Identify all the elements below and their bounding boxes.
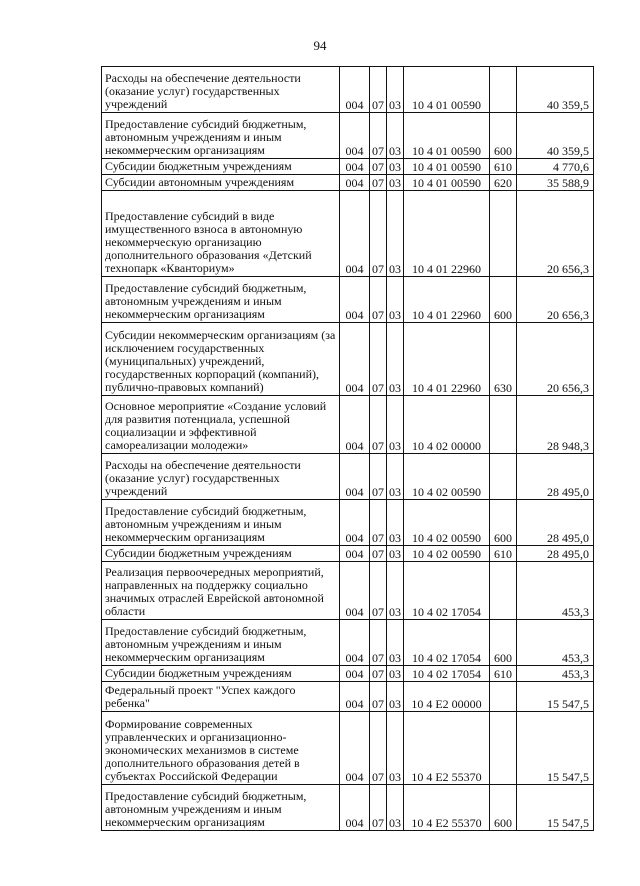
section-code: 07: [370, 454, 387, 500]
amount: 28 948,3: [517, 396, 594, 454]
amount: 15 547,5: [517, 785, 594, 831]
target-article-code: 10 4 01 22960: [404, 191, 490, 277]
table-row: [102, 666, 594, 682]
target-article-code: 10 4 01 00590: [404, 67, 490, 113]
table-row: [102, 159, 594, 175]
target-article-code: 10 4 02 00590: [404, 500, 490, 546]
subsection-code: 03: [387, 454, 404, 500]
item-name: Субсидии бюджетным учреждениям: [102, 546, 340, 562]
amount: 20 656,3: [517, 277, 594, 323]
expense-type-code: 600: [490, 277, 517, 323]
target-article-code: 10 4 02 00000: [404, 396, 490, 454]
target-article-code: 10 4 02 00590: [404, 454, 490, 500]
section-code: 07: [370, 67, 387, 113]
table-row: [102, 67, 594, 113]
subsection-code: 03: [387, 113, 404, 159]
subsection-code: 03: [387, 323, 404, 396]
target-article-code: 10 4 01 00590: [404, 113, 490, 159]
item-name: Расходы на обеспечение деятельности (оказание услуг) государственных учреждений: [102, 67, 340, 113]
amount: 453,3: [517, 562, 594, 620]
expense-type-code: [490, 682, 517, 712]
amount: 453,3: [517, 620, 594, 666]
amount: 40 359,5: [517, 113, 594, 159]
section-code: 07: [370, 159, 387, 175]
dept-code: 004: [340, 546, 370, 562]
table-row: [102, 712, 594, 785]
section-code: 07: [370, 712, 387, 785]
subsection-code: 03: [387, 712, 404, 785]
dept-code: 004: [340, 277, 370, 323]
amount: 15 547,5: [517, 682, 594, 712]
target-article-code: 10 4 02 17054: [404, 620, 490, 666]
item-name: Реализация первоочередных мероприятий, направленных на поддержку социально значимых отраслей Еврейской автономной области: [102, 562, 340, 620]
dept-code: 004: [340, 113, 370, 159]
table-row: [102, 785, 594, 831]
amount: 15 547,5: [517, 712, 594, 785]
dept-code: 004: [340, 175, 370, 191]
table-row: [102, 191, 594, 277]
subsection-code: 03: [387, 191, 404, 277]
table-row: [102, 500, 594, 546]
expense-type-code: 600: [490, 620, 517, 666]
section-code: 07: [370, 785, 387, 831]
subsection-code: 03: [387, 546, 404, 562]
target-article-code: 10 4 E2 55370: [404, 785, 490, 831]
target-article-code: 10 4 01 00590: [404, 175, 490, 191]
table-row: [102, 277, 594, 323]
amount: 35 588,9: [517, 175, 594, 191]
subsection-code: 03: [387, 159, 404, 175]
budget-table: [101, 66, 594, 831]
section-code: 07: [370, 175, 387, 191]
subsection-code: 03: [387, 620, 404, 666]
table-row: [102, 546, 594, 562]
item-name: Основное мероприятие «Создание условий для развития потенциала, успешной социализации и эффективной самореализации молодежи»: [102, 396, 340, 454]
dept-code: 004: [340, 712, 370, 785]
subsection-code: 03: [387, 682, 404, 712]
amount: 28 495,0: [517, 500, 594, 546]
section-code: 07: [370, 191, 387, 277]
target-article-code: 10 4 02 00590: [404, 546, 490, 562]
expense-type-code: 600: [490, 785, 517, 831]
section-code: 07: [370, 682, 387, 712]
section-code: 07: [370, 666, 387, 682]
expense-type-code: [490, 191, 517, 277]
expense-type-code: 630: [490, 323, 517, 396]
expense-type-code: 600: [490, 113, 517, 159]
dept-code: 004: [340, 682, 370, 712]
section-code: 07: [370, 500, 387, 546]
table-row: [102, 113, 594, 159]
amount: 28 495,0: [517, 546, 594, 562]
expense-type-code: [490, 562, 517, 620]
expense-type-code: [490, 712, 517, 785]
dept-code: 004: [340, 666, 370, 682]
table-row: [102, 620, 594, 666]
expense-type-code: [490, 396, 517, 454]
item-name: Субсидии бюджетным учреждениям: [102, 666, 340, 682]
item-name: Субсидии бюджетным учреждениям: [102, 159, 340, 175]
table-row: [102, 323, 594, 396]
page-number: 94: [313, 38, 327, 53]
target-article-code: 10 4 E2 55370: [404, 712, 490, 785]
amount: 20 656,3: [517, 191, 594, 277]
dept-code: 004: [340, 620, 370, 666]
table-row: [102, 454, 594, 500]
target-article-code: 10 4 02 17054: [404, 562, 490, 620]
dept-code: 004: [340, 785, 370, 831]
amount: 28 495,0: [517, 454, 594, 500]
expense-type-code: 610: [490, 666, 517, 682]
item-name: Предоставление субсидий бюджетным, автономным учреждениям и иным некоммерческим организациям: [102, 277, 340, 323]
table-row: [102, 175, 594, 191]
dept-code: 004: [340, 159, 370, 175]
item-name: Расходы на обеспечение деятельности (оказание услуг) государственных учреждений: [102, 454, 340, 500]
subsection-code: 03: [387, 785, 404, 831]
amount: 40 359,5: [517, 67, 594, 113]
item-name: Предоставление субсидий бюджетным, автономным учреждениям и иным некоммерческим организациям: [102, 113, 340, 159]
subsection-code: 03: [387, 277, 404, 323]
expense-type-code: [490, 67, 517, 113]
section-code: 07: [370, 620, 387, 666]
section-code: 07: [370, 562, 387, 620]
subsection-code: 03: [387, 562, 404, 620]
target-article-code: 10 4 01 22960: [404, 323, 490, 396]
dept-code: 004: [340, 500, 370, 546]
section-code: 07: [370, 277, 387, 323]
item-name: Предоставление субсидий бюджетным, автономным учреждениям и иным некоммерческим организациям: [102, 500, 340, 546]
dept-code: 004: [340, 67, 370, 113]
item-name: Федеральный проект "Успех каждого ребенка": [102, 682, 340, 712]
item-name: Предоставление субсидий в виде имущественного взноса в автономную некоммерческую организацию дополнительного образования «Детский технопарк «Кванториум»: [102, 191, 340, 277]
section-code: 07: [370, 546, 387, 562]
dept-code: 004: [340, 562, 370, 620]
dept-code: 004: [340, 396, 370, 454]
target-article-code: 10 4 02 17054: [404, 666, 490, 682]
subsection-code: 03: [387, 666, 404, 682]
amount: 453,3: [517, 666, 594, 682]
item-name: Формирование современных управленческих и организационно-экономических механизмов в системе дополнительного образования детей в субъектах Российской Федерации: [102, 712, 340, 785]
target-article-code: 10 4 01 22960: [404, 277, 490, 323]
item-name: Предоставление субсидий бюджетным, автономным учреждениям и иным некоммерческим организациям: [102, 785, 340, 831]
dept-code: 004: [340, 191, 370, 277]
subsection-code: 03: [387, 396, 404, 454]
item-name: Предоставление субсидий бюджетным, автономным учреждениям и иным некоммерческим организациям: [102, 620, 340, 666]
subsection-code: 03: [387, 175, 404, 191]
subsection-code: 03: [387, 500, 404, 546]
expense-type-code: 600: [490, 500, 517, 546]
expense-type-code: 610: [490, 159, 517, 175]
expense-type-code: [490, 454, 517, 500]
amount: 4 770,6: [517, 159, 594, 175]
table-row: [102, 682, 594, 712]
expense-type-code: 620: [490, 175, 517, 191]
section-code: 07: [370, 396, 387, 454]
expense-type-code: 610: [490, 546, 517, 562]
target-article-code: 10 4 E2 00000: [404, 682, 490, 712]
section-code: 07: [370, 323, 387, 396]
section-code: 07: [370, 113, 387, 159]
amount: 20 656,3: [517, 323, 594, 396]
dept-code: 004: [340, 454, 370, 500]
item-name: Субсидии некоммерческим организациям (за исключением государственных (муниципальных) учреждений, государственных корпораций (компаний), публично-правовых компаний): [102, 323, 340, 396]
subsection-code: 03: [387, 67, 404, 113]
dept-code: 004: [340, 323, 370, 396]
table-row: [102, 396, 594, 454]
target-article-code: 10 4 01 00590: [404, 159, 490, 175]
table-row: [102, 562, 594, 620]
item-name: Субсидии автономным учреждениям: [102, 175, 340, 191]
